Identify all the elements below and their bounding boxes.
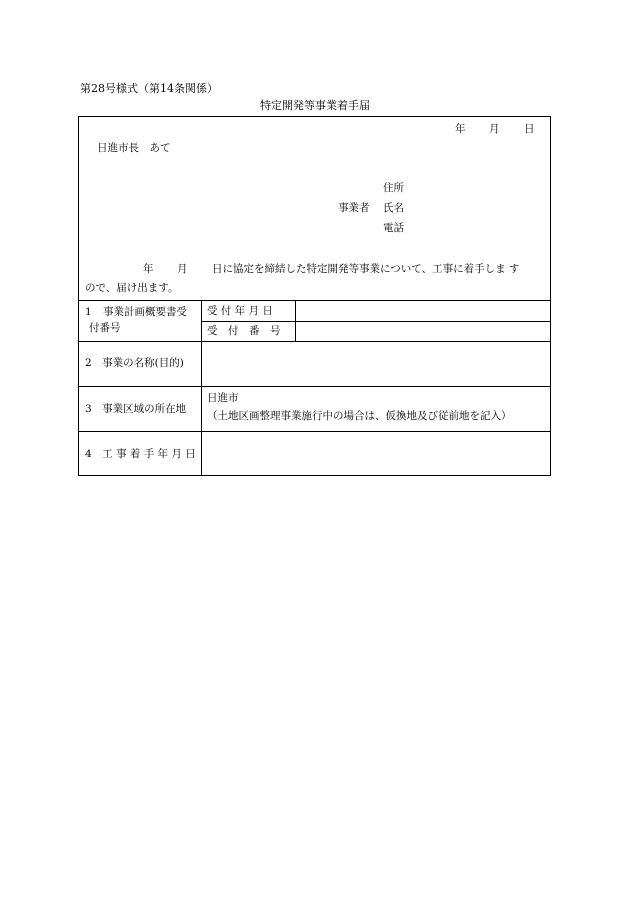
statement-year-label: 年 [143,263,154,275]
address-label: 住所 [383,182,404,194]
receipt-number-field[interactable] [296,322,550,340]
receipt-date-field[interactable] [296,301,550,320]
addressee: 日進市長 あて [97,142,171,154]
statement-line-1: 日に協定を締結した特定開発等事業について、工事に着手しま す [212,263,520,275]
statement-line-2: ので、届け出ます。 [85,282,179,294]
project-name-label: 2 事業の名称(目的) [85,357,184,369]
project-name-field[interactable] [202,342,550,385]
location-city: 日進市 [207,392,239,404]
construction-start-label: 4 工 事 着 手 年 月 日 [85,448,196,460]
row1-label-line2: 付番号 [89,322,121,334]
name-label: 氏名 [383,202,404,214]
project-location-label: 3 事業区域の所在地 [85,403,187,415]
construction-start-field[interactable] [202,432,550,475]
date-year-label: 年 [455,123,466,135]
date-month-label: 月 [489,123,500,135]
receipt-date-label: 受 付 年 月 日 [207,305,273,317]
row1-number: 1 [85,306,92,318]
location-note: （土地区画整理事業施行中の場合は、仮換地及び従前地を記入） [207,410,512,422]
row2-bottom-rule [78,386,551,387]
applicant-role-label: 事業者 [338,202,370,214]
receipt-number-label: 受 付 番 号 [207,325,281,337]
statement-month-label: 月 [177,263,188,275]
form-frame [78,116,551,476]
date-day-label: 日 [524,123,535,135]
form-number-label: 第28号様式（第14条関係） [80,82,218,95]
row1-label-line1: 事業計画概要書受 [103,306,187,318]
document-title: 特定開発等事業着手届 [260,99,370,112]
phone-label: 電話 [383,222,404,234]
